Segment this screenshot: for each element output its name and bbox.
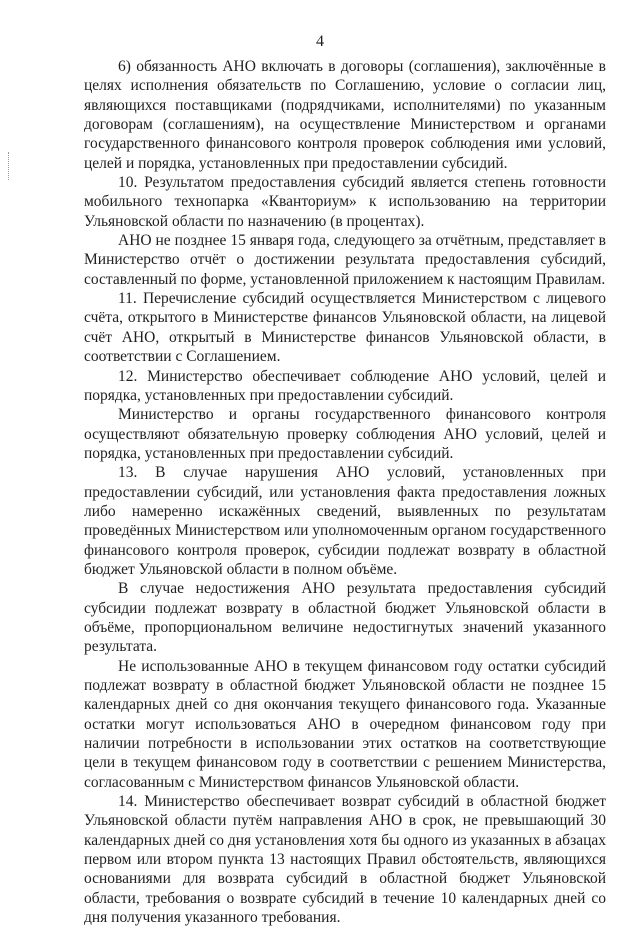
paragraph-unused-balances: Не использованные АНО в текущем финансовом году остатки субсидий подлежат возврату в областной бюджет Ульяновской области не позднее 15 календарных дней со дня окончания текущего финансового года. Указанные остатки могут использоваться АНО в очередном финансовом году при наличии потребности в использовании этих остатков на соответствующие цели в текущем финансовом году в соответствии с решением Министерства, согласованным с Министерством финансов Ульяновской области. xyxy=(84,657,606,791)
paragraph-14-refund: 14. Министерство обеспечивает возврат субсидий в областной бюджет Ульяновской области путём направления АНО в срок, не превышающий 30 календарных дней со дня установления хотя бы одного из указанных в абзацах первом или втором пункта 13 настоящих Правил обстоятельств, являющихся основаниями для возврата субсидий в областной бюджет Ульяновской области, требования о возврате субсидий в течение 10 календарных дней со дня получения указанного требования. xyxy=(84,793,606,927)
paragraph-mandatory-check: Министерство и органы государственного финансового контроля осуществляют обязательную проверку соблюдения АНО условий, целей и порядка, установленных при предоставлении субсидий. xyxy=(84,406,606,462)
paragraph-11-transfer: 11. Перечисление субсидий осуществляется Министерством с лицевого счёта, открытого в Министерстве финансов Ульяновской области, на лицевой счёт АНО, открытый в Министерстве финансов Ульяновской области, в соответствии с Соглашением. xyxy=(84,290,606,366)
paragraph-obligation-6: 6) обязанность АНО включать в договоры (соглашения), заключённые в целях исполнения обязательств по Соглашению, условие о согласии лиц, являющихся поставщиками (подрядчиками, исполнителями) по указанным договорам (соглашениям), на осуществление Министерством и органами государственного финансового контроля проверок соблюдения ими условий, целей и порядка, установленных при предоставлении субсидий. xyxy=(84,58,606,172)
margin-mark xyxy=(8,152,11,180)
paragraph-12-compliance: 12. Министерство обеспечивает соблюдение АНО условий, целей и порядка, установленных при предоставлении субсидий. xyxy=(84,367,606,404)
paragraph-report-deadline: АНО не позднее 15 января года, следующего за отчётным, представляет в Министерство отчёт о достижении результата предоставления субсидий, составленный по форме, установленной приложением к настоящим Правилам. xyxy=(84,232,606,288)
paragraph-10-result: 10. Результатом предоставления субсидий является степень готовности мобильного технопарка «Кванториум» к использованию на территории Ульяновской области по назначению (в процентах). xyxy=(84,174,606,230)
paragraph-underachievement: В случае недостижения АНО результата предоставления субсидий субсидии подлежат возврату в областной бюджет Ульяновской области в объёме, пропорциональном величине недостигнутых значений указанного результата. xyxy=(84,580,606,656)
document-body xyxy=(84,57,606,927)
paragraph-13-violation: 13. В случае нарушения АНО условий, установленных при предоставлении субсидий, или установления факта предоставления ложных либо намеренно искажённых сведений, выявленных по результатам проведённых Министерством или уполномоченным органом государственного финансового контроля проверок, субсидии подлежат возврату в областной бюджет Ульяновской области в полном объёме. xyxy=(84,464,606,578)
page-number: 4 xyxy=(316,33,324,50)
